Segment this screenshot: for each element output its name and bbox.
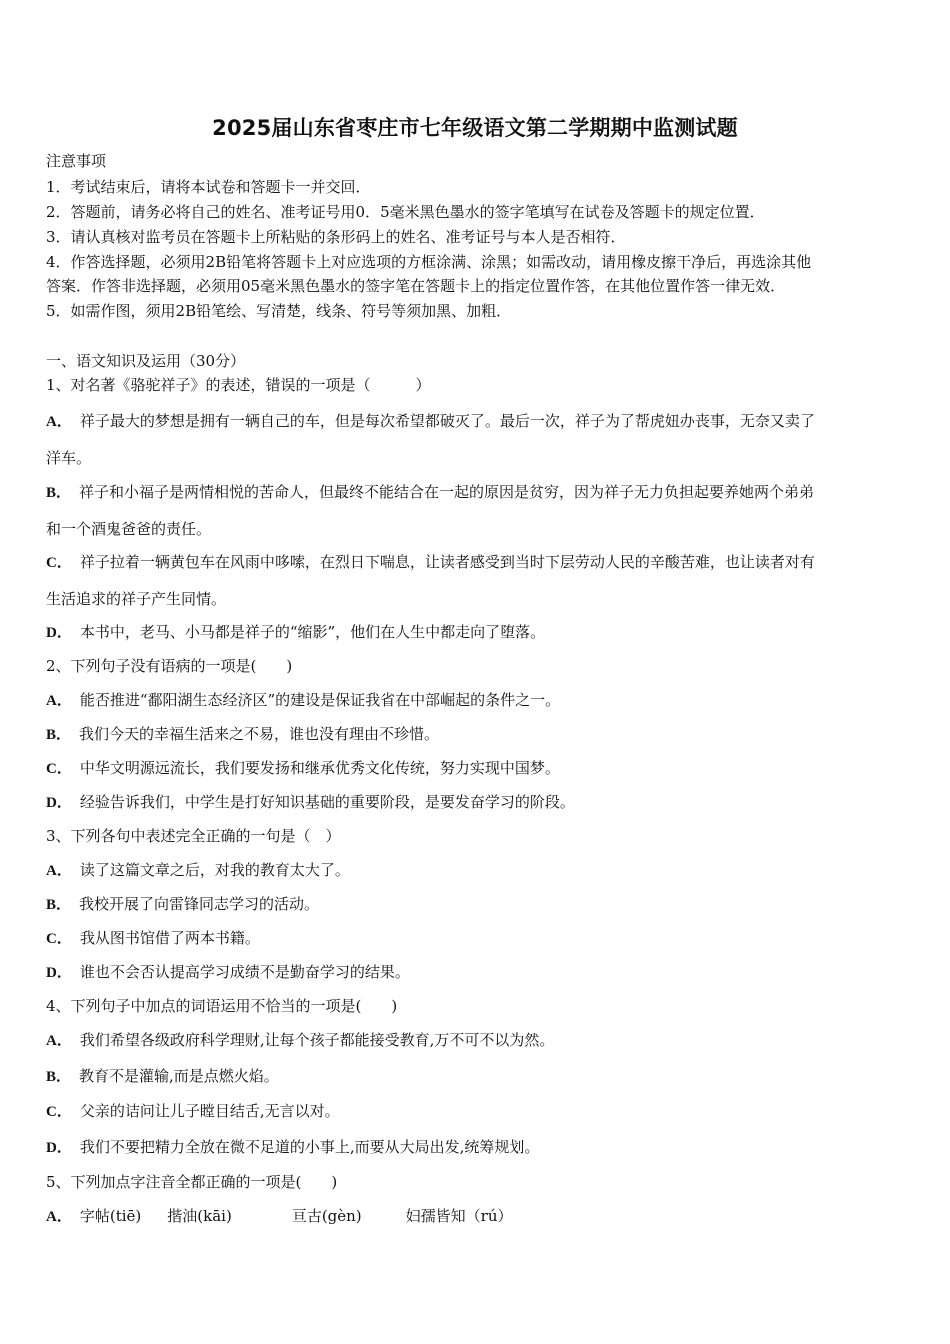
option-letter: B． [46, 727, 72, 743]
option-line [46, 690, 560, 711]
option-letter: A． [46, 1033, 72, 1049]
option-letter: B． [46, 1069, 72, 1085]
notice-item: 5．如需作图，须用2B铅笔绘、写清楚，线条、符号等须加黑、加粗． [46, 302, 512, 320]
option-letter: D． [46, 625, 72, 641]
option-continuation: 生活追求的祥子产生同情。 [46, 590, 227, 608]
option-letter: D． [46, 795, 72, 811]
notice-item: 答案．作答非选择题，必须用05毫米黑色墨水的签字笔在答题卡上的指定位置作答，在其他位置作答一律无效． [46, 277, 786, 295]
option-text: 读了这篇文章之后，对我的教育太大了。 [79, 861, 350, 879]
option-text: 经验告诉我们，中学生是打好知识基础的重要阶段，是要发奋学习的阶段。 [79, 793, 575, 811]
option-letter: D． [46, 1140, 72, 1156]
option-text: 父亲的诘问让儿子瞠目结舌,无言以对。 [79, 1102, 340, 1120]
option-letter: A． [46, 414, 72, 430]
option-line [46, 724, 439, 745]
option-line [46, 894, 319, 915]
notice-heading: 注意事项 [46, 152, 107, 170]
option-line [46, 622, 545, 643]
section-heading: 一、语文知识及运用（30分） [46, 352, 246, 370]
option-letter: C． [46, 555, 72, 571]
option-letter: B． [46, 897, 72, 913]
page-title: 2025届山东省枣庄市七年级语文第二学期期中监测试题 [212, 116, 738, 140]
option-text-part: 亘古(gèn) [291, 1207, 362, 1225]
question-stem: 4、下列句子中加点的词语运用不恰当的一项是( ) [46, 997, 398, 1015]
option-line [46, 1206, 513, 1227]
option-text: 祥子拉着一辆黄包车在风雨中哆嗦，在烈日下喘息，让读者感受到当时下层劳动人民的辛酸苦难，也让读者对有 [79, 553, 815, 571]
option-text: 我们希望各级政府科学理财,让每个孩子都能接受教育,万不可不以为然。 [79, 1031, 555, 1049]
option-line [46, 1030, 554, 1051]
option-text: 能否推进“鄱阳湖生态经济区”的建设是保证我省在中部崛起的条件之一。 [79, 691, 561, 709]
notice-item: 4．作答选择题，必须用2B铅笔将答题卡上对应选项的方框涂满、涂黑；如需改动，请用橡皮擦干净后，再选涂其他 [46, 253, 812, 271]
option-text: 祥子和小福子是两情相悦的苦命人，但最终不能结合在一起的原因是贫穷，因为祥子无力负担起要养她两个弟弟 [79, 483, 815, 501]
question-stem: 2、下列句子没有语病的一项是( ) [46, 657, 293, 675]
option-line [46, 1101, 340, 1122]
option-line [46, 1137, 539, 1158]
option-letter: C． [46, 931, 72, 947]
option-letter: B． [46, 485, 72, 501]
notice-item: 3．请认真核对监考员在答题卡上所粘贴的条形码上的姓名、准考证号与本人是否相符． [46, 228, 626, 246]
option-text: 我从图书馆借了两本书籍。 [79, 929, 260, 947]
option-text: 我校开展了向雷锋同志学习的活动。 [79, 895, 320, 913]
question-stem: 3、下列各句中表述完全正确的一句是（ ） [46, 827, 341, 845]
option-line [46, 1066, 279, 1087]
option-line [46, 411, 815, 432]
question-stem: 5、下列加点字注音全都正确的一项是( ) [46, 1173, 338, 1191]
option-letter: C． [46, 1104, 72, 1120]
option-continuation: 和一个酒鬼爸爸的责任。 [46, 520, 212, 538]
option-line [46, 552, 815, 573]
option-line [46, 758, 560, 779]
option-line [46, 928, 260, 949]
option-text: 教育不是灌输,而是点燃火焰。 [79, 1067, 279, 1085]
option-line [46, 962, 410, 983]
option-letter: C． [46, 761, 72, 777]
option-text-part: 字帖(tiē) [79, 1207, 142, 1225]
option-text-part: 妇孺皆知（rú） [405, 1207, 513, 1225]
option-text: 本书中，老马、小马都是祥子的“缩影”，他们在人生中都走向了堕落。 [79, 623, 546, 641]
option-text: 中华文明源远流长，我们要发扬和继承优秀文化传统，努力实现中国梦。 [79, 759, 560, 777]
question-stem: 1、对名著《骆驼祥子》的表述，错误的一项是（ ） [46, 376, 431, 394]
option-letter: A． [46, 863, 72, 879]
option-line [46, 860, 350, 881]
option-line [46, 482, 814, 503]
option-letter: D． [46, 965, 72, 981]
option-text: 我们今天的幸福生活来之不易，谁也没有理由不珍惜。 [79, 725, 440, 743]
notice-item: 2．答题前，请务必将自己的姓名、准考证号用0．5毫米黑色墨水的签字笔填写在试卷及答题卡的规定位置． [46, 203, 765, 221]
option-text: 谁也不会否认提高学习成绩不是勤奋学习的结果。 [79, 963, 410, 981]
option-letter: A． [46, 693, 72, 709]
option-text: 祥子最大的梦想是拥有一辆自己的车，但是每次希望都破灭了。最后一次，祥子为了帮虎妞办丧事，无奈又卖了 [79, 412, 815, 430]
option-letter: A． [46, 1209, 72, 1225]
option-line [46, 792, 575, 813]
notice-item: 1．考试结束后，请将本试卷和答题卡一并交回． [46, 178, 371, 196]
option-text-part: 揩油(kāi) [167, 1207, 232, 1225]
option-continuation: 洋车。 [46, 449, 92, 467]
option-text: 我们不要把精力全放在微不足道的小事上,而要从大局出发,统筹规划。 [79, 1138, 540, 1156]
